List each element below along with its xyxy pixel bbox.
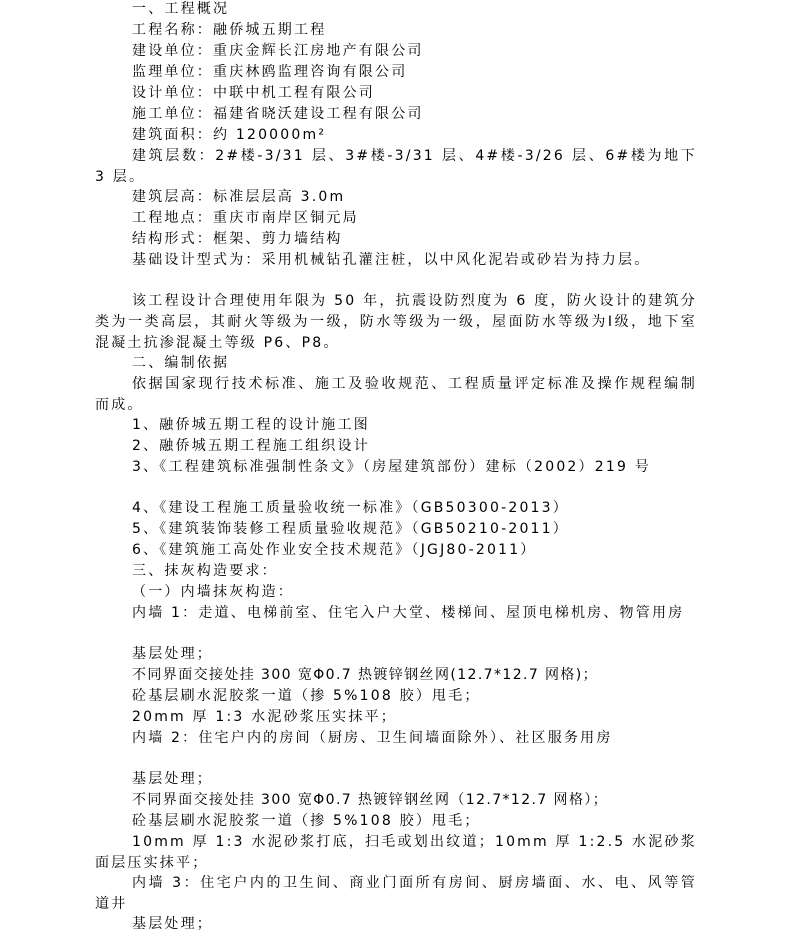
basis-item-6: 6、《建筑施工高处作业安全技术规范》（JGJ80-2011）	[132, 542, 537, 558]
substrate-treatment-line: 基层处理；	[132, 916, 213, 932]
supervisor-line: 监理单位：重庆林鸥监理咨询有限公司	[132, 64, 408, 80]
basis-item-5: 5、《建筑装饰装修工程质量验收规范》（GB50210-2011）	[132, 521, 569, 537]
contractor-line: 施工单位：福建省晓沃建设工程有限公司	[132, 106, 424, 122]
building-area-line: 建筑面积：约 120000m²	[132, 127, 327, 143]
basis-item-4: 4、《建设工程施工质量验收统一标准》（GB50300-2013）	[132, 500, 569, 516]
design-life-paragraph: 该工程设计合理使用年限为 50 年，抗震设防烈度为 6 度，防火设计的建筑分类为一类高层，其耐火等级为一级，防水等级为一级，屋面防水等级为Ⅰ级，地下室混凝土抗渗混凝土等级 P6、P8。	[95, 293, 697, 351]
basis-item-2: 2、融侨城五期工程施工组织设计	[132, 438, 370, 454]
project-location-line: 工程地点：重庆市南岸区铜元局	[132, 210, 359, 226]
basis-item-1: 1、融侨城五期工程的设计施工图	[132, 417, 370, 433]
interior-wall-1-paragraph: 内墙 1：走道、电梯前室、住宅入户大堂、楼梯间、屋顶电梯机房、物管用房	[132, 605, 685, 621]
project-name-line: 工程名称：融侨城五期工程	[132, 22, 327, 38]
cement-slurry-line: 砼基层刷水泥胶浆一道（掺 5%108 胶）甩毛；	[132, 688, 481, 704]
foundation-design-paragraph: 基础设计型式为：采用机械钻孔灌注桩，以中风化泥岩或砂岩为持力层。	[132, 252, 651, 268]
mortar-base-coat-paragraph: 10mm 厚 1:3 水泥砂浆打底，扫毛或划出纹道；10mm 厚 1:2.5 水泥砂浆面层压实抹平；	[95, 834, 697, 871]
section-heading-plaster: 三、抹灰构造要求：	[132, 563, 278, 579]
basis-item-3: 3、《工程建筑标准强制性条文》（房屋建筑部份）建标（2002）219 号	[132, 459, 651, 475]
mortar-layer-line: 20mm 厚 1:3 水泥砂浆压实抹平；	[132, 709, 397, 725]
substrate-treatment-line: 基层处理；	[132, 646, 213, 662]
interior-wall-3-paragraph: 内墙 3：住宅户内的卫生间、商业门面所有房间、厨房墙面、水、电、风等管道井	[95, 875, 697, 912]
substrate-treatment-line: 基层处理；	[132, 771, 213, 787]
cement-slurry-line: 砼基层刷水泥胶浆一道（掺 5%108 胶）甩毛；	[132, 813, 481, 829]
wire-mesh-line: 不同界面交接处挂 300 宽Φ0.7 热镀锌钢丝网(12.7*12.7 网格)；	[132, 667, 599, 683]
floor-height-line: 建筑层高：标准层层高 3.0m	[132, 189, 346, 205]
developer-line: 建设单位：重庆金辉长江房地产有限公司	[132, 43, 424, 59]
section-heading-overview: 一、工程概况	[132, 1, 230, 17]
basis-paragraph: 依据国家现行技术标准、施工及验收规范、工程质量评定标准及操作规程编制而成。	[95, 376, 697, 413]
designer-line: 设计单位：中联中机工程有限公司	[132, 85, 375, 101]
subsection-heading-interior: （一）内墙抹灰构造：	[132, 584, 294, 600]
interior-wall-2-paragraph: 内墙 2：住宅户内的房间（厨房、卫生间墙面除外）、社区服务用房	[132, 730, 613, 746]
wire-mesh-line: 不同界面交接处挂 300 宽Φ0.7 热镀锌钢丝网（12.7*12.7 网格）；	[132, 792, 609, 808]
section-heading-basis: 二、编制依据	[132, 355, 230, 371]
structure-type-line: 结构形式：框架、剪力墙结构	[132, 231, 343, 247]
building-floors-paragraph: 建筑层数：2#楼-3/31 层、3#楼-3/31 层、4#楼-3/26 层、6#楼为地下 3 层。	[95, 148, 697, 185]
